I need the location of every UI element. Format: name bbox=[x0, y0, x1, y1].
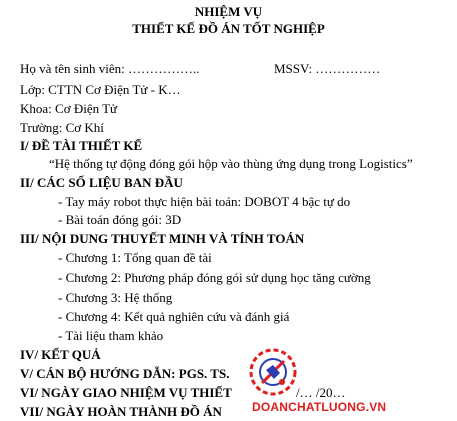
school-field: Trường: Cơ Khí bbox=[20, 120, 104, 135]
section-7-complete-date: VII/ NGÀY HOÀN THÀNH ĐỒ ÁN bbox=[20, 404, 222, 419]
section-3-heading: III/ NỘI DUNG THUYẾT MINH VÀ TÍNH TOÁN bbox=[20, 231, 305, 246]
section-4-heading: IV/ KẾT QUẢ bbox=[20, 347, 101, 362]
class-field: Lớp: CTTN Cơ Điện Tử - K… bbox=[20, 82, 181, 97]
section-6-assign-date: VI/ NGÀY GIAO NHIỆM VỤ THIẾT bbox=[20, 385, 232, 400]
chapter-item: - Chương 2: Phương pháp đóng gói sử dụng học tăng cường bbox=[58, 270, 371, 285]
watermark-logo-icon bbox=[244, 343, 302, 401]
student-name-field: Họ và tên sinh viên: …………….. bbox=[20, 61, 200, 76]
faculty-field: Khoa: Cơ Điện Tử bbox=[20, 101, 118, 116]
initial-data-item: - Tay máy robot thực hiện bài toán: DOBOT 4 bậc tự do bbox=[58, 194, 351, 209]
document-subtitle: THIẾT KẾ ĐỒ ÁN TỐT NGHIỆP bbox=[132, 21, 325, 36]
chapter-item: - Chương 3: Hệ thống bbox=[58, 290, 173, 305]
section-5-supervisor: V/ CÁN BỘ HƯỚNG DẪN: PGS. TS. bbox=[20, 366, 230, 381]
document-title: NHIỆM VỤ bbox=[194, 4, 263, 19]
chapter-item: - Tài liệu tham khảo bbox=[58, 328, 164, 343]
section-2-heading: II/ CÁC SỐ LIỆU BAN ĐẦU bbox=[20, 175, 183, 190]
initial-data-item: - Bài toán đóng gói: 3D bbox=[58, 212, 182, 227]
chapter-item: - Chương 1: Tổng quan đề tài bbox=[58, 250, 212, 265]
assign-date-value: /… /20… bbox=[296, 385, 346, 400]
chapter-item: - Chương 4: Kết quả nghiên cứu và đánh giá bbox=[58, 309, 290, 324]
section-1-heading: I/ ĐỀ TÀI THIẾT KẾ bbox=[20, 138, 143, 153]
student-id-field: MSSV: …………… bbox=[274, 61, 381, 76]
watermark-text: DOANCHATLUONG.VN bbox=[252, 400, 387, 414]
project-topic: “Hệ thống tự động đóng gói hộp vào thùng ứng dụng trong Logistics” bbox=[49, 156, 413, 171]
